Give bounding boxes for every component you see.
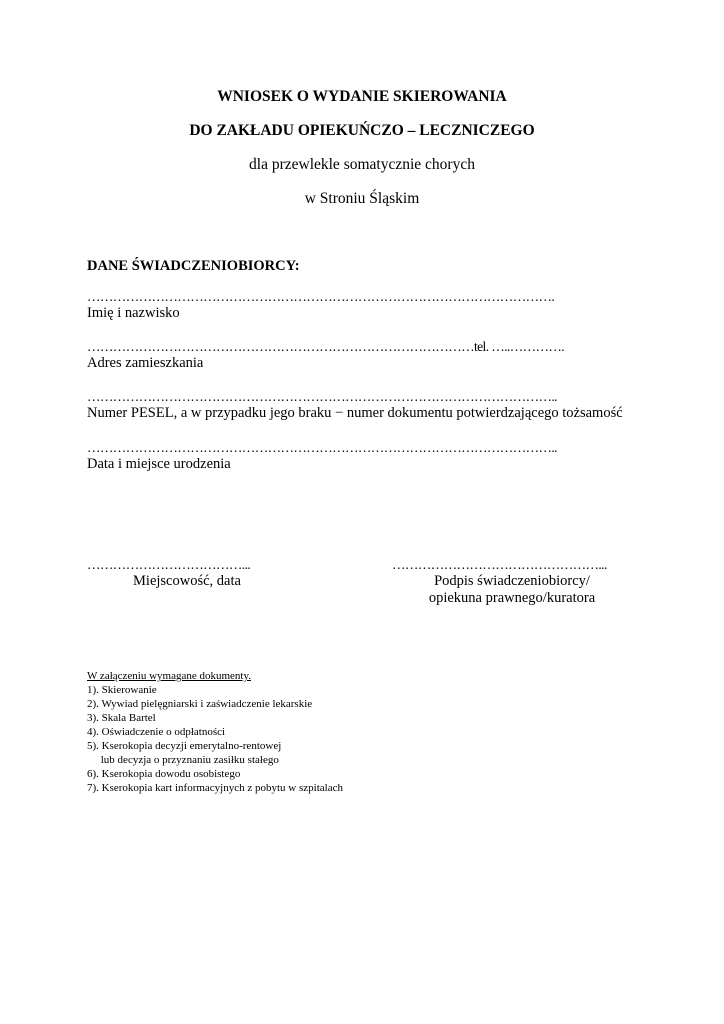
signature-label-line1: Podpis świadczeniobiorcy/ [434, 573, 590, 589]
attachment-item: 6). Kserokopia dowodu osobistego [87, 768, 241, 780]
document-subtitle-line2: w Stroniu Śląskim [304, 190, 420, 207]
attachments-heading: W załączeniu wymagane dokumenty. [87, 670, 252, 682]
address-field-label: Adres zamieszkania [87, 355, 204, 371]
pesel-field-dots[interactable]: ……………………………………………………………………………………………….. [87, 389, 557, 404]
document-title-line2: DO ZAKŁADU OPIEKUŃCZO – LECZNICZEGO [189, 122, 535, 139]
attachment-item: 5). Kserokopia decyzji emerytalno-rentowej [87, 740, 282, 752]
place-date-dots[interactable]: ………………………………... [87, 557, 251, 572]
address-field-dots[interactable]: ………………………………………………………………………………tel. …..…………. [87, 339, 565, 354]
document-subtitle-line1: dla przewlekle somatycznie chorych [249, 156, 475, 173]
attachment-item: 2). Wywiad pielęgniarski i zaświadczenie lekarskie [87, 698, 313, 710]
place-date-label: Miejscowość, data [133, 573, 241, 589]
birth-field-dots[interactable]: ……………………………………………………………………………………………….. [87, 440, 557, 455]
attachment-item: 4). Oświadczenie o odpłatności [87, 726, 226, 738]
attachment-item: 7). Kserokopia kart informacyjnych z pobytu w szpitalach [87, 782, 343, 794]
signature-label-line2: opiekuna prawnego/kuratora [428, 590, 596, 606]
name-field-label: Imię i nazwisko [87, 305, 180, 321]
birth-field-label: Data i miejsce urodzenia [87, 456, 231, 472]
signature-dots[interactable]: …………………………………………... [392, 557, 607, 572]
pesel-field-label: Numer PESEL, a w przypadku jego braku − numer dokumentu potwierdzającego tożsamość [87, 405, 623, 421]
attachment-item: 3). Skala Bartel [87, 712, 156, 724]
name-field-dots[interactable]: ………………………………………………………………………………………………. [87, 289, 555, 304]
section-heading: DANE ŚWIADCZENIOBIORCY: [87, 258, 300, 274]
attachment-item: 1). Skierowanie [87, 684, 157, 696]
document-title-line1: WNIOSEK O WYDANIE SKIEROWANIA [217, 88, 507, 105]
attachment-item: lub decyzja o przyznaniu zasiłku stałego [87, 754, 279, 766]
